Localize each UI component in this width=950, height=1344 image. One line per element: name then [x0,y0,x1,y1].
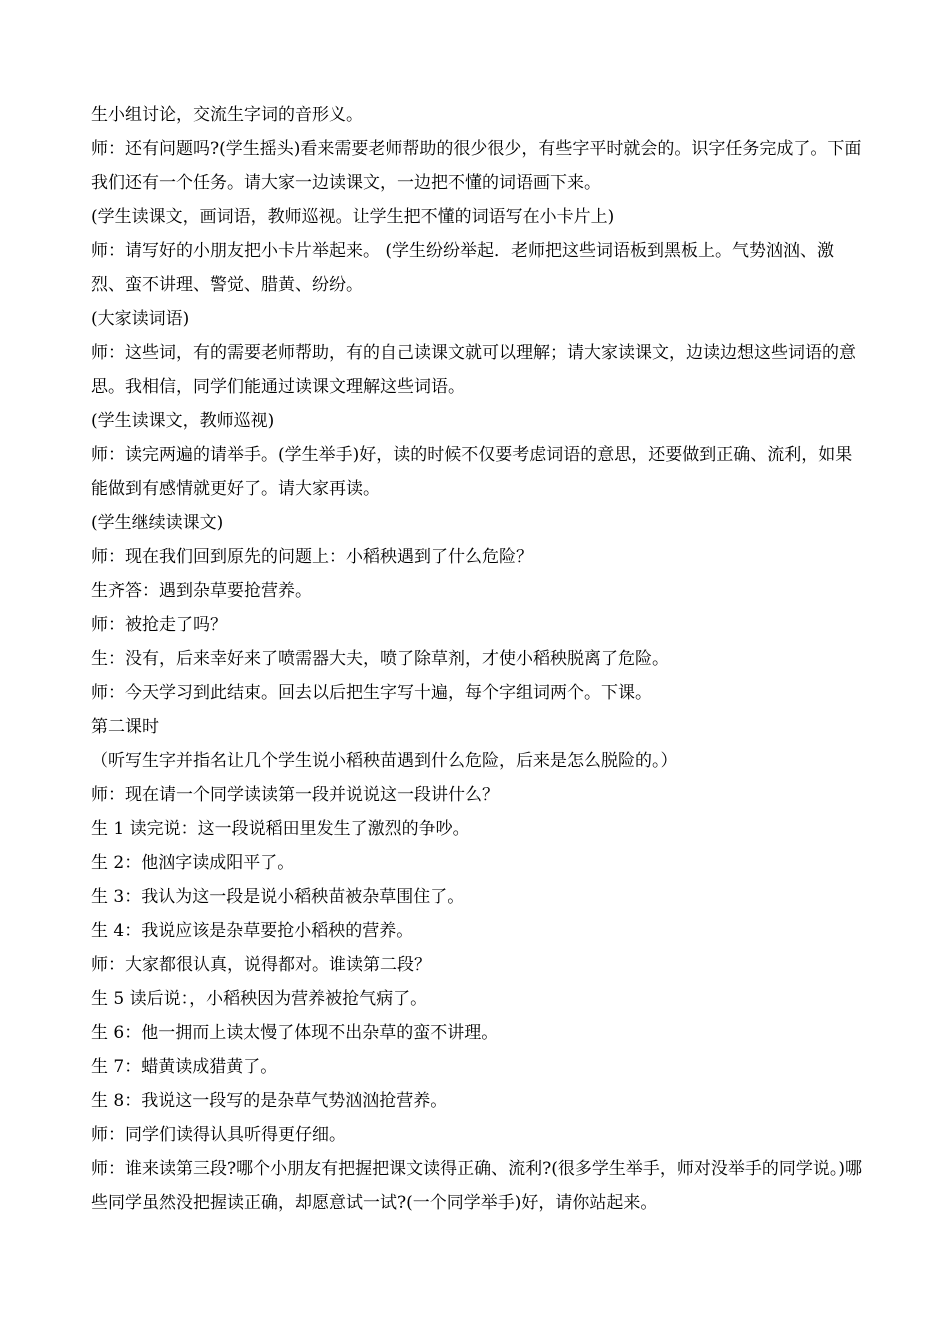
paragraph: 生齐答：遇到杂草要抢营养。 [91,581,312,601]
paragraph: 生 5 读后说：，小稻秧因为营养被抢气病了。 [91,989,428,1009]
paragraph: 师：还有问题吗?(学生摇头)看来需要老师帮助的很少很少，有些字平时就会的。识字任务完成了。下面我们还有一个任务。请大家一边读课文，一边把不懂的词语画下来。 [91,139,862,193]
paragraph: (学生读课文，画词语，教师巡视。让学生把不懂的词语写在小卡片上) [91,207,615,227]
paragraph: (学生读课文，教师巡视) [91,411,275,431]
paragraph: （听写生字并指名让几个学生说小稻秧苗遇到什么危险，后来是怎么脱险的。） [91,751,678,771]
paragraph: 师：谁来读第三段?哪个小朋友有把握把课文读得正确、流利?(很多学生举手，师对没举手的同学说。)哪些同学虽然没把握读正确，却愿意试一试?(一个同学举手)好，请你站起来。 [91,1159,862,1213]
paragraph: (大家读词语) [91,309,190,329]
paragraph: 师：被抢走了吗？ [91,615,227,635]
paragraph: 生 1 读完说：这一段说稻田里发生了激烈的争吵。 [91,819,470,839]
paragraph: 师：同学们读得认具听得更仔细。 [91,1125,346,1145]
paragraph: 师：现在请一个同学读读第一段并说说这一段讲什么？ [91,785,499,805]
paragraph: 师：读完两遍的请举手。(学生举手)好，读的时候不仅要考虑词语的意思，还要做到正确、流利，如果能做到有感情就更好了。请大家再读。 [91,445,853,499]
paragraph: 生 4：我说应该是杂草要抢小稻秧的营养。 [91,921,414,941]
paragraph: 生 8：我说这一段写的是杂草气势汹汹抢营养。 [91,1091,448,1111]
paragraph: 师：现在我们回到原先的问题上：小稻秧遇到了什么危险？ [91,547,533,567]
paragraph: 师：这些词，有的需要老师帮助，有的自己读课文就可以理解；请大家读课文，边读边想这些词语的意思。我相信，同学们能通过读课文理解这些词语。 [91,343,856,397]
paragraph: 生小组讨论，交流生字词的音形义。 [91,105,363,125]
paragraph: (学生继续读课文) [91,513,224,533]
paragraph: 师：大家都很认真，说得都对。谁读第二段？ [91,955,431,975]
paragraph: 生 2：他汹字读成阳平了。 [91,853,295,873]
paragraph: 生 3：我认为这一段是说小稻秧苗被杂草围住了。 [91,887,465,907]
paragraph: 生 6：他一拥而上读太慢了体现不出杂草的蛮不讲理。 [91,1023,499,1043]
paragraph: 师：今天学习到此结束。回去以后把生字写十遍，每个字组词两个。下课。 [91,683,652,703]
paragraph: 师：请写好的小朋友把小卡片举起来。 (学生纷纷举起．老师把这些词语板到黑板上。气势汹汹、激烈、蛮不讲理、警觉、腊黄、纷纷。 [91,241,835,295]
paragraph: 生 7：蜡黄读成猎黄了。 [91,1057,278,1077]
paragraph: 生：没有，后来幸好来了喷需器大夫，喷了除草剂，才使小稻秧脱离了危险。 [91,649,669,669]
document-body [91,98,866,1220]
section-heading: 第二课时 [91,717,159,737]
